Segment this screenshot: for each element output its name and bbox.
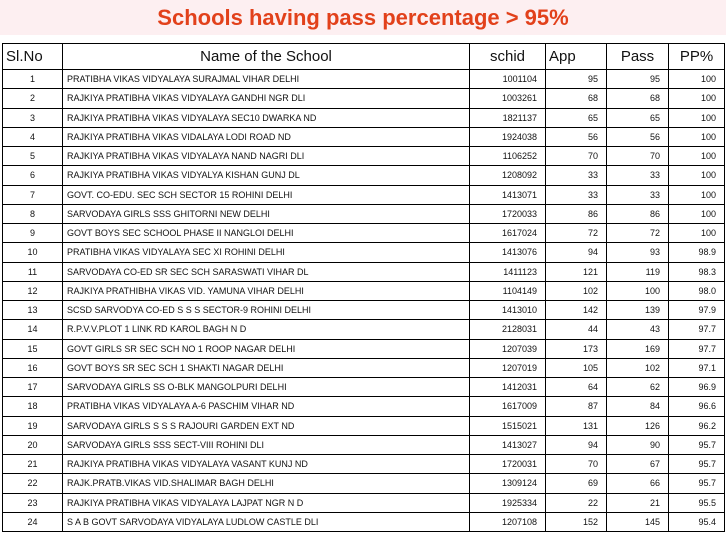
cell-school-name: GOVT BOYS SEC SCHOOL PHASE II NANGLOI DELHI — [63, 224, 470, 243]
cell-schid: 1104149 — [470, 281, 546, 300]
cell-pass: 95 — [607, 70, 669, 89]
cell-app: 64 — [546, 378, 607, 397]
cell-pass: 65 — [607, 108, 669, 127]
cell-slno: 22 — [3, 474, 63, 493]
header-schid: schid — [470, 44, 546, 70]
cell-school-name: PRATIBHA VIKAS VIDYALAYA SURAJMAL VIHAR DELHI — [63, 70, 470, 89]
cell-slno: 13 — [3, 301, 63, 320]
header-pp: PP% — [669, 44, 725, 70]
cell-slno: 12 — [3, 281, 63, 300]
cell-slno: 2 — [3, 89, 63, 108]
cell-app: 33 — [546, 166, 607, 185]
cell-pp: 98.3 — [669, 262, 725, 281]
table-row — [3, 301, 725, 320]
cell-app: 69 — [546, 474, 607, 493]
table-row — [3, 378, 725, 397]
cell-pp: 100 — [669, 224, 725, 243]
cell-pp: 98.0 — [669, 281, 725, 300]
cell-schid: 1617009 — [470, 397, 546, 416]
cell-schid: 1001104 — [470, 70, 546, 89]
cell-pp: 97.1 — [669, 358, 725, 377]
cell-pp: 97.9 — [669, 301, 725, 320]
cell-schid: 1309124 — [470, 474, 546, 493]
table-row — [3, 320, 725, 339]
cell-app: 56 — [546, 127, 607, 146]
cell-pass: 72 — [607, 224, 669, 243]
cell-slno: 14 — [3, 320, 63, 339]
cell-school-name: RAJKIYA PRATIBHA VIKAS VIDALAYA LODI ROAD ND — [63, 127, 470, 146]
cell-pp: 100 — [669, 127, 725, 146]
table-row — [3, 512, 725, 531]
cell-app: 105 — [546, 358, 607, 377]
cell-slno: 23 — [3, 493, 63, 512]
table-row — [3, 147, 725, 166]
cell-pp: 96.6 — [669, 397, 725, 416]
table-row — [3, 358, 725, 377]
table-row — [3, 108, 725, 127]
table-row — [3, 339, 725, 358]
cell-pass: 67 — [607, 455, 669, 474]
cell-slno: 4 — [3, 127, 63, 146]
cell-school-name: SARVODAYA GIRLS SSS SECT-VIII ROHINI DLI — [63, 435, 470, 454]
cell-app: 152 — [546, 512, 607, 531]
cell-school-name: RAJKIYA PRATIBHA VIKAS VIDYALAYA GANDHI NGR DLI — [63, 89, 470, 108]
cell-school-name: RAJKIYA PRATIBHA VIKAS VIDYALAYA SEC10 DWARKA ND — [63, 108, 470, 127]
table-row — [3, 455, 725, 474]
page-title: Schools having pass percentage > 95% — [157, 5, 569, 30]
header-slno: Sl.No — [3, 44, 63, 70]
cell-school-name: PRATIBHA VIKAS VIDYALAYA A-6 PASCHIM VIHAR ND — [63, 397, 470, 416]
header-name: Name of the School — [63, 44, 470, 70]
table-row — [3, 204, 725, 223]
cell-app: 44 — [546, 320, 607, 339]
cell-school-name: RAJKIYA PRATIBHA VIKAS VIDYALAYA NAND NAGRI DLI — [63, 147, 470, 166]
cell-pp: 95.7 — [669, 435, 725, 454]
cell-app: 68 — [546, 89, 607, 108]
cell-school-name: GOVT GIRLS SR SEC SCH NO 1 ROOP NAGAR DELHI — [63, 339, 470, 358]
cell-school-name: PRATIBHA VIKAS VIDYALAYA SEC XI ROHINI DELHI — [63, 243, 470, 262]
cell-slno: 16 — [3, 358, 63, 377]
cell-pass: 21 — [607, 493, 669, 512]
cell-pass: 90 — [607, 435, 669, 454]
title-band — [0, 0, 726, 35]
cell-schid: 1413071 — [470, 185, 546, 204]
cell-school-name: SARVODAYA GIRLS SS O-BLK MANGOLPURI DELHI — [63, 378, 470, 397]
cell-schid: 1515021 — [470, 416, 546, 435]
cell-school-name: RAJKIYA PRATIBHA VIKAS VIDYALAYA LAJPAT NGR N D — [63, 493, 470, 512]
table-header-row — [3, 44, 725, 70]
table-row — [3, 474, 725, 493]
cell-pp: 100 — [669, 70, 725, 89]
cell-pass: 126 — [607, 416, 669, 435]
cell-pp: 97.7 — [669, 320, 725, 339]
cell-app: 102 — [546, 281, 607, 300]
cell-schid: 1413010 — [470, 301, 546, 320]
cell-school-name: RAJKIYA PRATIBHA VIKAS VIDYALAYA VASANT KUNJ ND — [63, 455, 470, 474]
cell-slno: 21 — [3, 455, 63, 474]
cell-slno: 24 — [3, 512, 63, 531]
cell-pass: 43 — [607, 320, 669, 339]
cell-app: 94 — [546, 435, 607, 454]
cell-schid: 1411123 — [470, 262, 546, 281]
cell-pass: 93 — [607, 243, 669, 262]
cell-app: 70 — [546, 455, 607, 474]
cell-school-name: SCSD SARVODYA CO-ED S S S SECTOR-9 ROHINI DELHI — [63, 301, 470, 320]
cell-app: 173 — [546, 339, 607, 358]
cell-school-name: S A B GOVT SARVODAYA VIDYALAYA LUDLOW CASTLE DLI — [63, 512, 470, 531]
cell-schid: 1413027 — [470, 435, 546, 454]
cell-slno: 11 — [3, 262, 63, 281]
cell-pass: 145 — [607, 512, 669, 531]
table-row — [3, 127, 725, 146]
cell-slno: 9 — [3, 224, 63, 243]
cell-pp: 100 — [669, 166, 725, 185]
cell-pp: 96.9 — [669, 378, 725, 397]
cell-app: 142 — [546, 301, 607, 320]
cell-pp: 95.7 — [669, 455, 725, 474]
cell-school-name: SARVODAYA CO-ED SR SEC SCH SARASWATI VIHAR DL — [63, 262, 470, 281]
cell-schid: 1106252 — [470, 147, 546, 166]
cell-school-name: GOVT BOYS SR SEC SCH 1 SHAKTI NAGAR DELHI — [63, 358, 470, 377]
table-row — [3, 224, 725, 243]
cell-slno: 1 — [3, 70, 63, 89]
cell-schid: 1924038 — [470, 127, 546, 146]
cell-pass: 139 — [607, 301, 669, 320]
cell-slno: 17 — [3, 378, 63, 397]
cell-pass: 86 — [607, 204, 669, 223]
cell-slno: 8 — [3, 204, 63, 223]
cell-schid: 1412031 — [470, 378, 546, 397]
cell-slno: 5 — [3, 147, 63, 166]
cell-pass: 100 — [607, 281, 669, 300]
cell-pp: 100 — [669, 108, 725, 127]
cell-school-name: RAJK.PRATB.VIKAS VID.SHALIMAR BAGH DELHI — [63, 474, 470, 493]
cell-school-name: R.P.V.V.PLOT 1 LINK RD KAROL BAGH N D — [63, 320, 470, 339]
cell-pass: 119 — [607, 262, 669, 281]
cell-pp: 95.4 — [669, 512, 725, 531]
cell-pass: 56 — [607, 127, 669, 146]
table-row — [3, 397, 725, 416]
cell-slno: 18 — [3, 397, 63, 416]
cell-school-name: RAJKIYA PRATHIBHA VIKAS VID. YAMUNA VIHAR DELHI — [63, 281, 470, 300]
cell-app: 95 — [546, 70, 607, 89]
cell-slno: 6 — [3, 166, 63, 185]
cell-pass: 84 — [607, 397, 669, 416]
cell-slno: 10 — [3, 243, 63, 262]
cell-schid: 1720031 — [470, 455, 546, 474]
cell-app: 22 — [546, 493, 607, 512]
cell-pp: 95.7 — [669, 474, 725, 493]
cell-pass: 68 — [607, 89, 669, 108]
cell-app: 72 — [546, 224, 607, 243]
cell-pp: 95.5 — [669, 493, 725, 512]
cell-pp: 100 — [669, 147, 725, 166]
cell-pass: 62 — [607, 378, 669, 397]
cell-schid: 1925334 — [470, 493, 546, 512]
cell-school-name: SARVODAYA GIRLS SSS GHITORNI NEW DELHI — [63, 204, 470, 223]
cell-app: 121 — [546, 262, 607, 281]
cell-schid: 1208092 — [470, 166, 546, 185]
cell-app: 65 — [546, 108, 607, 127]
cell-schid: 1003261 — [470, 89, 546, 108]
table-row — [3, 185, 725, 204]
cell-school-name: SARVODAYA GIRLS S S S RAJOURI GARDEN EXT ND — [63, 416, 470, 435]
cell-school-name: GOVT. CO-EDU. SEC SCH SECTOR 15 ROHINI DELHI — [63, 185, 470, 204]
cell-pp: 96.2 — [669, 416, 725, 435]
table-row — [3, 435, 725, 454]
cell-pass: 33 — [607, 166, 669, 185]
cell-slno: 3 — [3, 108, 63, 127]
table-row — [3, 281, 725, 300]
cell-pp: 98.9 — [669, 243, 725, 262]
table-row — [3, 166, 725, 185]
cell-schid: 1207108 — [470, 512, 546, 531]
cell-app: 86 — [546, 204, 607, 223]
cell-app: 33 — [546, 185, 607, 204]
cell-pass: 169 — [607, 339, 669, 358]
schools-table — [2, 43, 725, 532]
cell-app: 94 — [546, 243, 607, 262]
table-row — [3, 243, 725, 262]
cell-slno: 19 — [3, 416, 63, 435]
cell-schid: 2128031 — [470, 320, 546, 339]
table-row — [3, 416, 725, 435]
cell-schid: 1207039 — [470, 339, 546, 358]
cell-slno: 7 — [3, 185, 63, 204]
cell-pp: 100 — [669, 185, 725, 204]
cell-schid: 1617024 — [470, 224, 546, 243]
cell-schid: 1207019 — [470, 358, 546, 377]
table-row — [3, 89, 725, 108]
cell-pass: 33 — [607, 185, 669, 204]
cell-slno: 15 — [3, 339, 63, 358]
cell-slno: 20 — [3, 435, 63, 454]
table-row — [3, 262, 725, 281]
header-app: App — [546, 44, 607, 70]
table-row — [3, 70, 725, 89]
cell-school-name: RAJKIYA PRATIBHA VIKAS VIDYALYA KISHAN GUNJ DL — [63, 166, 470, 185]
cell-pp: 97.7 — [669, 339, 725, 358]
cell-schid: 1821137 — [470, 108, 546, 127]
cell-app: 70 — [546, 147, 607, 166]
header-pass: Pass — [607, 44, 669, 70]
cell-pp: 100 — [669, 89, 725, 108]
cell-schid: 1413076 — [470, 243, 546, 262]
cell-pass: 66 — [607, 474, 669, 493]
table-row — [3, 493, 725, 512]
cell-pass: 102 — [607, 358, 669, 377]
cell-app: 87 — [546, 397, 607, 416]
cell-pass: 70 — [607, 147, 669, 166]
cell-app: 131 — [546, 416, 607, 435]
cell-schid: 1720033 — [470, 204, 546, 223]
cell-pp: 100 — [669, 204, 725, 223]
